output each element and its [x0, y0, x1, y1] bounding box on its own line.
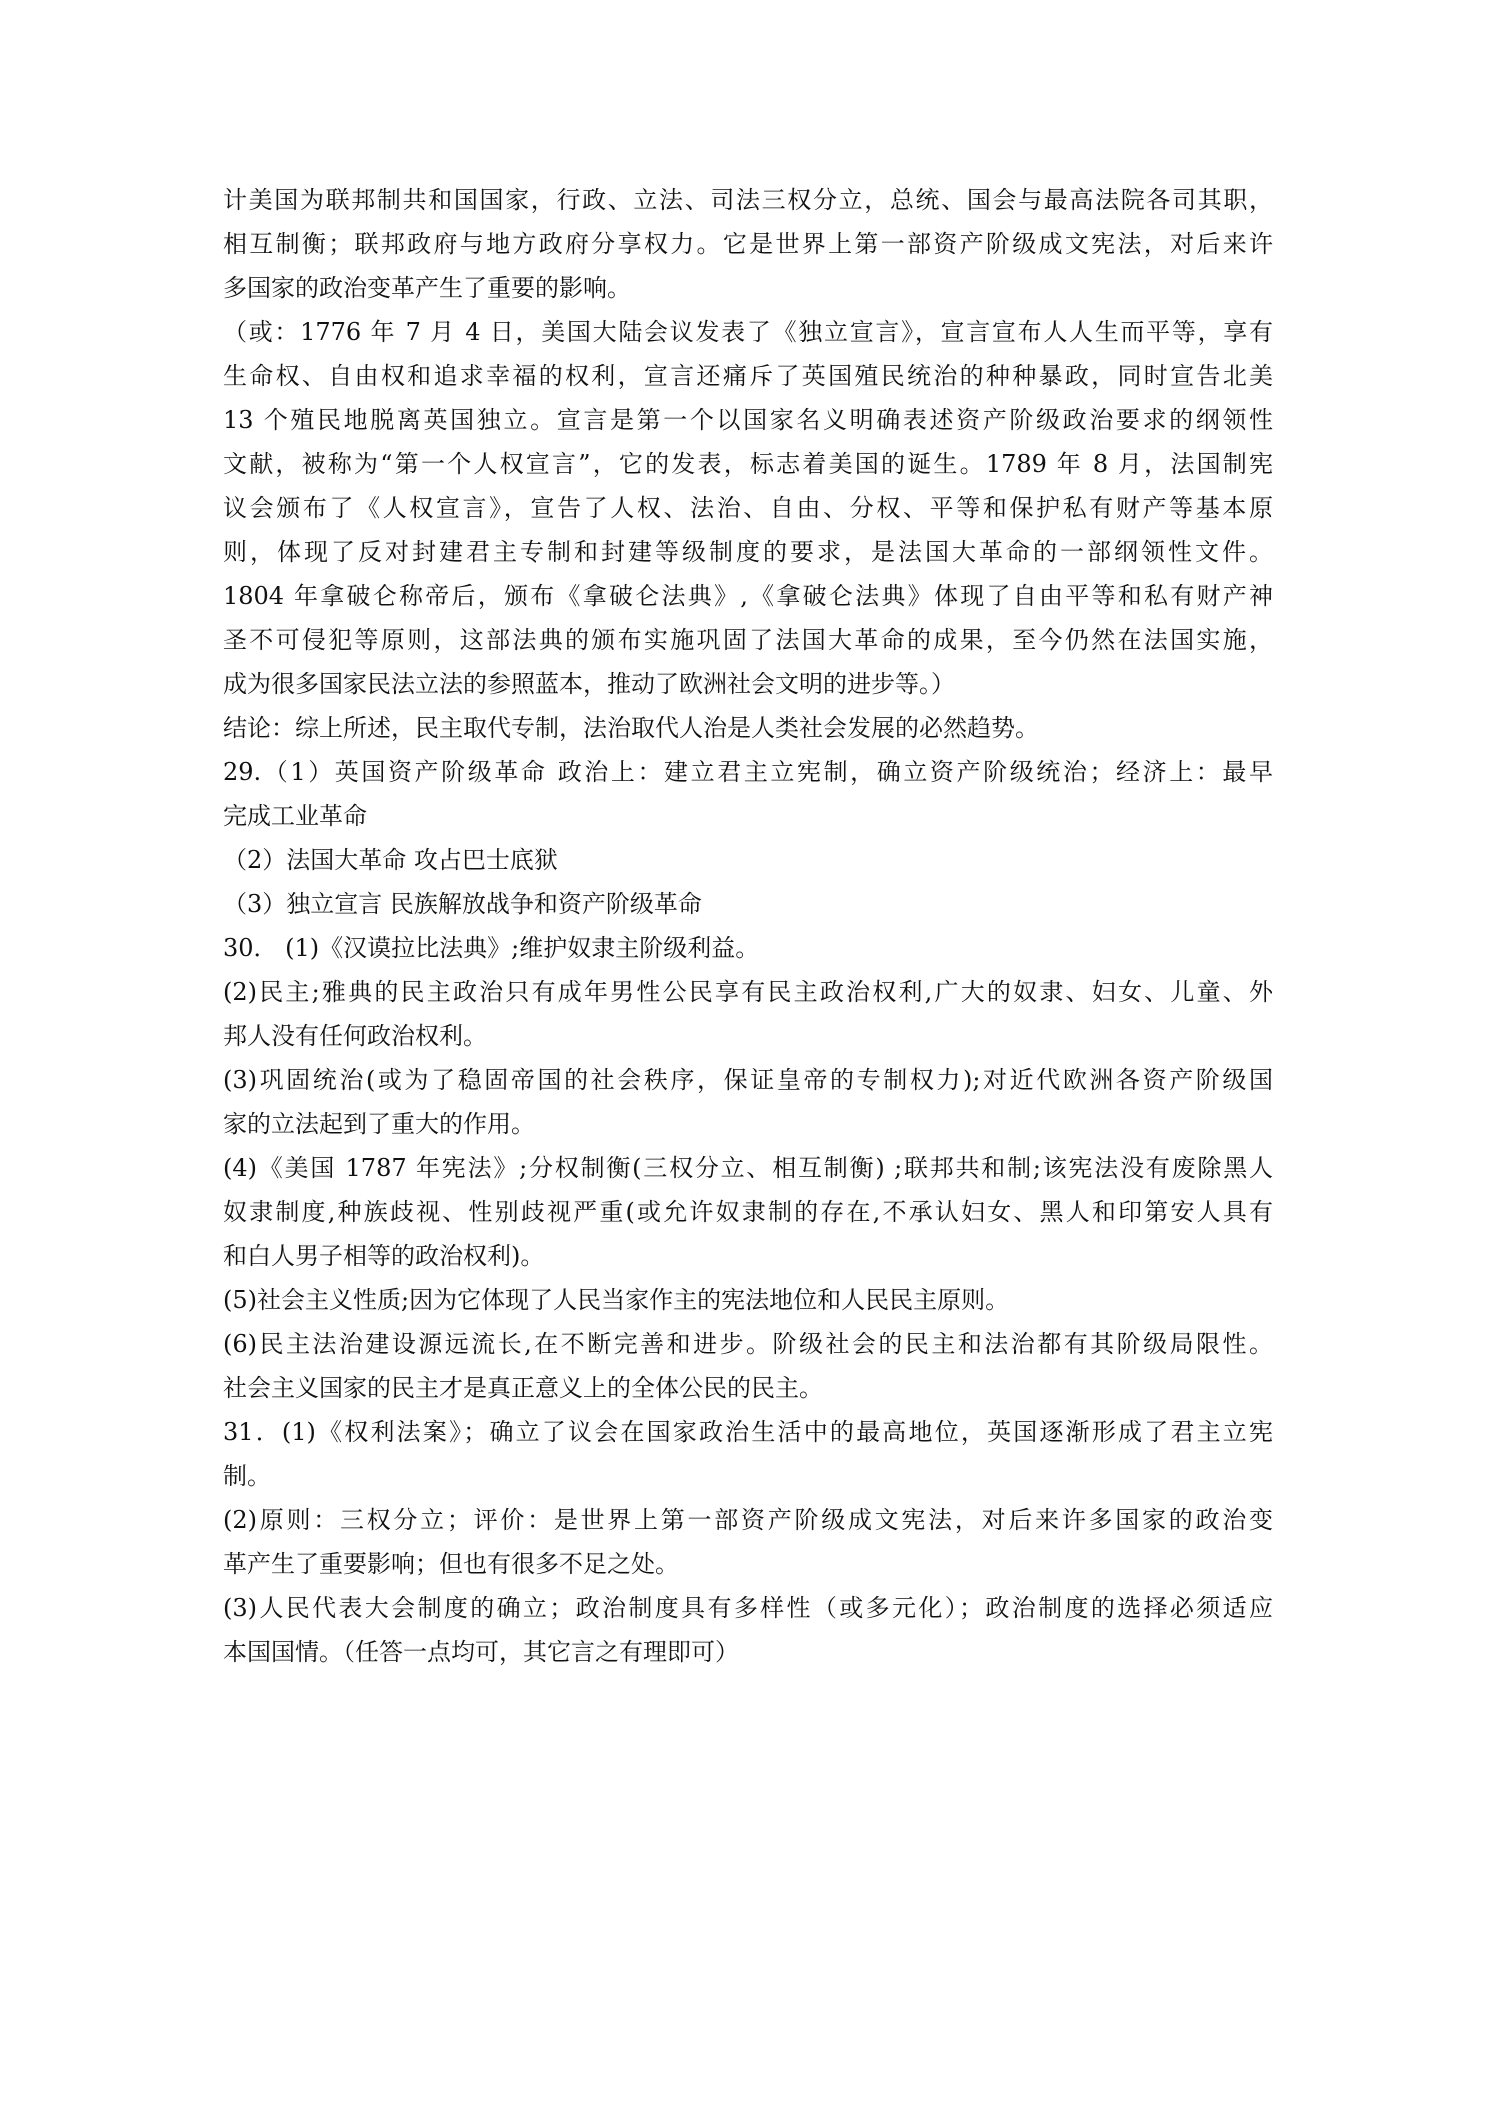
text-line: 多国家的政治变革产生了重要的影响。: [223, 274, 631, 302]
paragraph: [223, 926, 1273, 970]
paragraph: [223, 1146, 1273, 1278]
text-line: (5)社会主义性质;因为它体现了人民当家作主的宪法地位和人民民主原则。: [223, 1286, 1010, 1314]
text-line: 社会主义国家的民主才是真正意义上的全体公民的民主。: [223, 1374, 823, 1402]
text-line: 家的立法起到了重大的作用。: [223, 1110, 535, 1138]
text-line: 成为很多国家民法立法的参照蓝本，推动了欧洲社会文明的进步等。）: [223, 670, 955, 698]
text-line: （2）法国大革命 攻占巴士底狱: [223, 846, 558, 874]
paragraph: [223, 178, 1273, 310]
text-line: 计美国为联邦制共和国国家，行政、立法、司法三权分立，总统、国会与最高法院各司其职，: [223, 186, 1273, 214]
text-line: 13 个殖民地脱离英国独立。宣言是第一个以国家名义明确表述资产阶级政治要求的纲领性: [223, 406, 1273, 434]
text-line: 奴隶制度,种族歧视、性别歧视严重(或允许奴隶制的存在,不承认妇女、黑人和印第安人具有: [223, 1198, 1273, 1226]
paragraph: [223, 882, 1273, 926]
text-line: 制。: [223, 1462, 271, 1490]
paragraph: [223, 838, 1273, 882]
text-line: (4)《美国 1787 年宪法》;分权制衡(三权分立、相互制衡) ;联邦共和制;该宪法没有废除黑人: [223, 1154, 1273, 1182]
text-line: 本国国情。（任答一点均可，其它言之有理即可）: [223, 1638, 739, 1666]
paragraph: [223, 1410, 1273, 1498]
text-line: (6)民主法治建设源远流长,在不断完善和进步。阶级社会的民主和法治都有其阶级局限性。: [223, 1330, 1273, 1358]
text-line: 圣不可侵犯等原则，这部法典的颁布实施巩固了法国大革命的成果，至今仍然在法国实施，: [223, 626, 1273, 654]
paragraph: [223, 1278, 1273, 1322]
text-line: 邦人没有任何政治权利。: [223, 1022, 487, 1050]
text-line: 完成工业革命: [223, 802, 367, 830]
text-line: 革产生了重要影响；但也有很多不足之处。: [223, 1550, 679, 1578]
text-line: 结论：综上所述，民主取代专制，法治取代人治是人类社会发展的必然趋势。: [223, 714, 1039, 742]
paragraph: [223, 1058, 1273, 1146]
paragraph: [223, 970, 1273, 1058]
paragraph: [223, 750, 1273, 838]
paragraph: [223, 706, 1273, 750]
text-line: 1804 年拿破仑称帝后，颁布《拿破仑法典》,《拿破仑法典》体现了自由平等和私有财产神: [223, 582, 1273, 610]
text-line: 文献，被称为“第一个人权宣言”，它的发表，标志着美国的诞生。1789 年 8 月，法国制宪: [223, 450, 1273, 478]
text-line: (2)民主;雅典的民主政治只有成年男性公民享有民主政治权利,广大的奴隶、妇女、儿童、外: [223, 978, 1273, 1006]
text-line: 生命权、自由权和追求幸福的权利，宣言还痛斥了英国殖民统治的种种暴政，同时宣告北美: [223, 362, 1273, 390]
answer-text-body: [223, 178, 1273, 1674]
text-line: （或：1776 年 7 月 4 日，美国大陆会议发表了《独立宣言》，宣言宣布人人生而平等，享有: [223, 318, 1273, 346]
paragraph: [223, 1322, 1273, 1410]
text-line: 和白人男子相等的政治权利)。: [223, 1242, 545, 1270]
paragraph: [223, 310, 1273, 706]
text-line: 则，体现了反对封建君主专制和封建等级制度的要求，是法国大革命的一部纲领性文件。: [223, 538, 1273, 566]
text-line: 29.（1）英国资产阶级革命 政治上：建立君主立宪制，确立资产阶级统治；经济上：最早: [223, 758, 1273, 786]
paragraph: [223, 1498, 1273, 1586]
paragraph: [223, 1586, 1273, 1674]
text-line: (3)巩固统治(或为了稳固帝国的社会秩序，保证皇帝的专制权力);对近代欧洲各资产阶级国: [223, 1066, 1273, 1094]
text-line: 30． (1)《汉谟拉比法典》;维护奴隶主阶级利益。: [223, 934, 760, 962]
text-line: (2)原则：三权分立；评价：是世界上第一部资产阶级成文宪法，对后来许多国家的政治变: [223, 1506, 1273, 1534]
text-line: 议会颁布了《人权宣言》，宣告了人权、法治、自由、分权、平等和保护私有财产等基本原: [223, 494, 1273, 522]
text-line: （3）独立宣言 民族解放战争和资产阶级革命: [223, 890, 702, 918]
text-line: 31．(1)《权利法案》；确立了议会在国家政治生活中的最高地位，英国逐渐形成了君主立宪: [223, 1418, 1273, 1446]
text-line: 相互制衡；联邦政府与地方政府分享权力。它是世界上第一部资产阶级成文宪法，对后来许: [223, 230, 1273, 258]
text-line: (3)人民代表大会制度的确立；政治制度具有多样性（或多元化）；政治制度的选择必须适应: [223, 1594, 1273, 1622]
